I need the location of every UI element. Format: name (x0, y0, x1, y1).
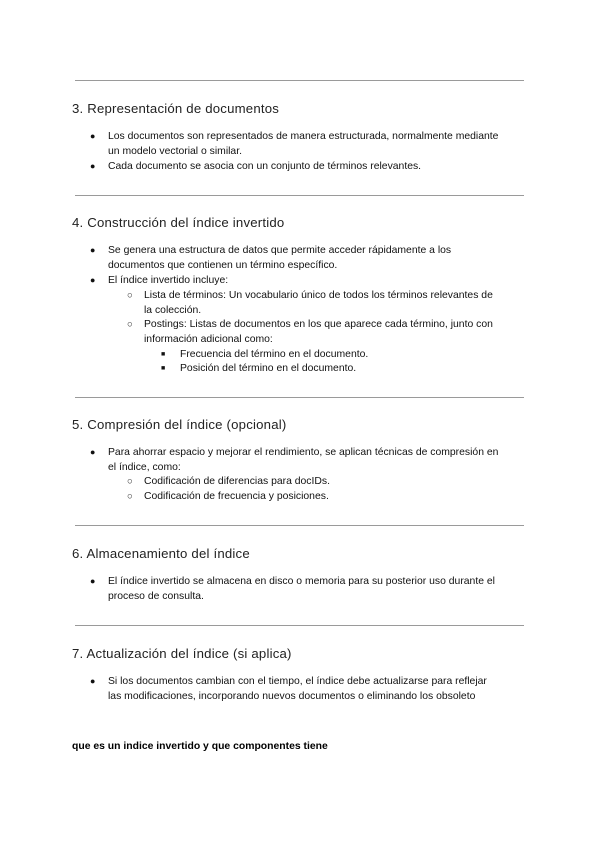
list-item-line: Si los documentos cambian con el tiempo, el índice debe actualizarse para reflejar (108, 676, 487, 687)
list-item-line: proceso de consulta. (108, 591, 204, 602)
section-heading: 4. Construcción del índice invertido (72, 215, 285, 230)
list-item-line: Para ahorrar espacio y mejorar el rendimiento, se aplican técnicas de compresión en (108, 447, 499, 458)
list-item-line: El índice invertido se almacena en disco o memoria para su posterior uso durante el (108, 576, 495, 587)
list-item-line: las modificaciones, incorporando nuevos documentos o eliminando los obsoleto (108, 691, 476, 702)
list-item-line: El índice invertido incluye: (108, 275, 229, 286)
bullet-icon: ■ (161, 351, 166, 358)
section-heading: 5. Compresión del índice (opcional) (72, 417, 287, 432)
bullet-icon: ● (90, 131, 96, 141)
list-item-line: Se genera una estructura de datos que permite acceder rápidamente a los (108, 245, 452, 256)
list-item-line: Codificación de frecuencia y posiciones. (144, 491, 329, 502)
list-item-line: Cada documento se asocia con un conjunto de términos relevantes. (108, 161, 422, 172)
bullet-icon: ● (90, 447, 96, 457)
list-item-line: Lista de términos: Un vocabulario único de todos los términos relevantes de (144, 290, 493, 301)
section-divider (75, 397, 524, 398)
list-item-line: información adicional como: (144, 334, 273, 345)
list-item-line: Postings: Listas de documentos en los que aparece cada término, junto con (144, 319, 493, 330)
bullet-icon: ● (90, 576, 96, 586)
list-item-line: Posición del término en el documento. (180, 363, 357, 374)
list-item-line: la colección. (144, 305, 202, 316)
bullet-icon: ○ (127, 491, 133, 502)
section-heading: 7. Actualización del índice (si aplica) (72, 646, 292, 661)
list-item-line: un modelo vectorial o similar. (108, 146, 242, 157)
list-item-line: documentos que contienen un término específico. (108, 260, 338, 271)
bullet-icon: ○ (127, 290, 133, 301)
list-item-line: el índice, como: (108, 462, 181, 473)
section-heading: 3. Representación de documentos (72, 101, 280, 116)
question-text: que es un indice invertido y que componentes tiene (72, 741, 328, 752)
list-item-line: Frecuencia del término en el documento. (180, 349, 369, 360)
bullet-icon: ○ (127, 476, 133, 487)
bullet-icon: ○ (127, 319, 133, 330)
bullet-icon: ■ (161, 365, 166, 372)
section-divider (75, 525, 524, 526)
bullet-icon: ● (90, 676, 96, 686)
bullet-icon: ● (90, 275, 96, 285)
bullet-icon: ● (90, 245, 96, 255)
list-item-line: Los documentos son representados de manera estructurada, normalmente mediante (108, 131, 499, 142)
list-item-line: Codificación de diferencias para docIDs. (144, 476, 330, 487)
section-divider (75, 80, 524, 81)
section-divider (75, 625, 524, 626)
section-divider (75, 195, 524, 196)
section-heading: 6. Almacenamiento del índice (72, 546, 250, 561)
bullet-icon: ● (90, 161, 96, 171)
